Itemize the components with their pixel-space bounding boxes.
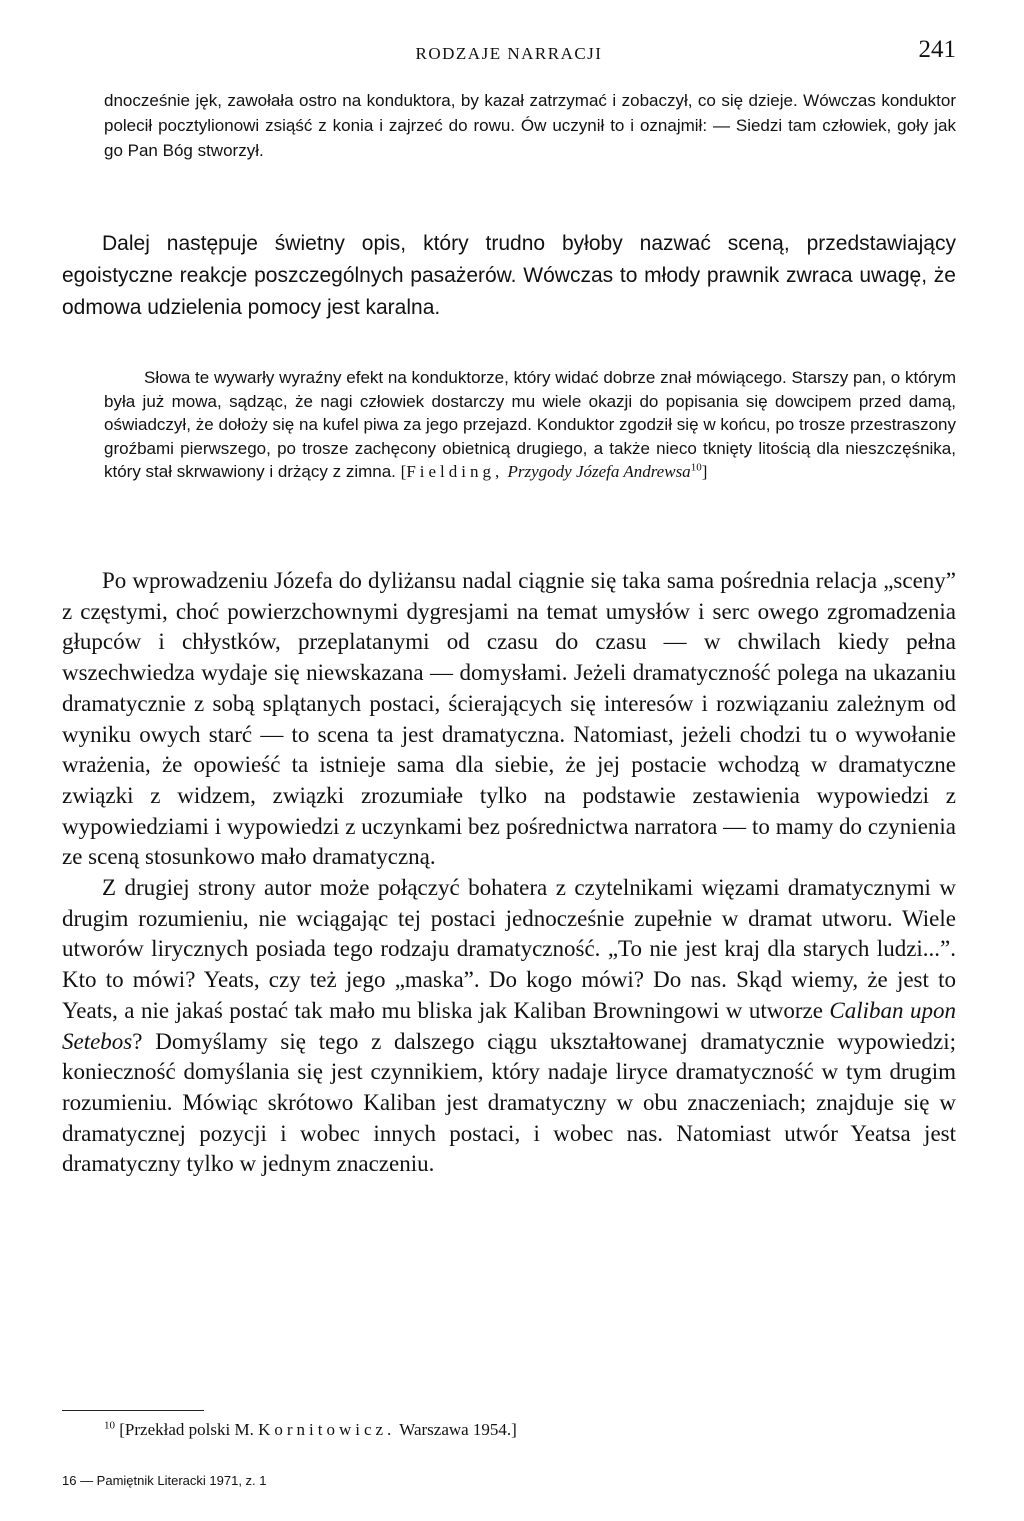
body-paragraph-sans: Dalej następuje świetny opis, który trudno byłoby nazwać sceną, przedstawiający egoistyczne reakcje poszczególnych pasażerów. Wówczas to młody prawnik zwraca uwagę, że odmowa udzielenia pomocy jest karalna. bbox=[62, 232, 956, 319]
page-footer: 16 — Pamiętnik Literacki 1971, z. 1 bbox=[62, 1473, 267, 1488]
page-number: 241 bbox=[918, 36, 956, 63]
main-text bbox=[62, 566, 956, 1180]
citation-open-bracket: [ bbox=[400, 462, 407, 481]
citation-author: Fielding, bbox=[406, 462, 504, 481]
citation-title: Przygody Józefa Andrewsa bbox=[507, 462, 691, 481]
footnote-number: 10 bbox=[104, 1419, 115, 1432]
main-paragraph-2 bbox=[62, 873, 956, 1180]
main-paragraph-1: Po wprowadzeniu Józefa do dyliżansu nadal ciągnie się taka sama pośrednia relacja „sceny” z częstymi, choć powierzchownymi dygresjami na temat umysłów i serc owego zgromadzenia głupców i chłystków, przeplatanymi od czasu do czasu — w chwilach kiedy pełna wszechwiedza wydaje się niewskazana — domysłami. Jeżeli dramatyczność polega na ukazaniu dramatycznie z sobą splątanych postaci, ścierających się interesów i rozwiązaniu zależnym od wyniku owych starć — to scena ta jest dramatyczna. Natomiast, jeżeli chodzi tu o wywołanie wrażenia, że opowieść ta istnieje sama dla siebie, że jej postacie wchodzą w dramatyczne związki z widzem, związki zrozumiałe tylko na podstawie zestawienia wypowiedzi z wypowiedziami i wypowiedzi z uczynkami bez pośrednictwa narratora — to mamy do czynienia ze sceną stosunkowo mało dramatyczną. bbox=[62, 568, 956, 870]
footnote-rule bbox=[62, 1410, 204, 1411]
main-paragraph-2-part-a: Z drugiej strony autor może połączyć bohatera z czytelnikami więzami dramatycznymi w drugim rozumieniu, nie wciągając tej postaci jednocześnie zupełnie w dramat utworu. Wiele utworów lirycznych posiada tego rodzaju dramatyczność. „To nie jest kraj dla starych ludzi...”. Kto to mówi? Yeats, czy też jego „maska”. Do kogo mówi? Do nas. Skąd wiemy, że jest to Yeats, a nie jakaś postać tak mało mu bliska jak Kaliban Browningowi w utworze bbox=[62, 875, 956, 1023]
page-header bbox=[62, 36, 956, 72]
quote-paragraph-1: dnocześnie jęk, zawołała ostro na konduktora, by kazał zatrzymać i zobaczył, co się dzieje. Wówczas konduktor polecił pocztylionowi zsiąść z konia i zajrzeć do rowu. Ów uczynił to i oznajmił: — Siedzi tam człowiek, goły jak go Pan Bóg stworzył. bbox=[104, 91, 956, 160]
work-title: Caliban upon Setebos bbox=[62, 997, 956, 1054]
footnote-text-b: Warszawa 1954.] bbox=[399, 1420, 517, 1439]
quote-2-text: Słowa te wywarły wyraźny efekt na konduktorze, który widać dobrze znał mówiącego. Starszy pan, o którym była już mowa, sądząc, że nagi człowiek dostarczy mu wiele okazji do popisania się dowcipem przed damą, oświadczył, że dołoży się na kufel piwa za jego przejazd. Konduktor zgodził się w końcu, po trosze przestraszony groźbami pierwszego, po trosze zachęcony obietnicą drugiego, a także nieco tknięty litością dla nieszczęśnika, który stał skrwawiony i drżący z zimna. bbox=[104, 368, 956, 481]
footnote bbox=[104, 1420, 517, 1440]
footnote-text-a: [Przekład polski M. bbox=[119, 1420, 254, 1439]
citation-footnote-ref: 10 bbox=[690, 461, 702, 474]
main-paragraph-2-part-b: ? Domyślamy się tego z dalszego ciągu ukształtowanej dramatycznie wypowiedzi; konieczność domyślania się jest czynnikiem, który nadaje liryce dramatyczność w tym drugim rozumieniu. Mówiąc skrótowo Kaliban jest dramatyczny w obu znaczeniach; znajduje się w dramatycznej pozycji i wobec innych postaci, i wobec nas. Natomiast utwór Yeatsa jest dramatyczny tylko w jednym znaczeniu. bbox=[62, 1028, 956, 1177]
footnote-translator: Kornitowicz. bbox=[258, 1420, 396, 1439]
running-title: RODZAJE NARRACJI bbox=[415, 44, 603, 63]
quote-paragraph-2 bbox=[104, 366, 956, 484]
citation bbox=[401, 462, 708, 481]
citation-close-bracket: ] bbox=[701, 462, 708, 481]
